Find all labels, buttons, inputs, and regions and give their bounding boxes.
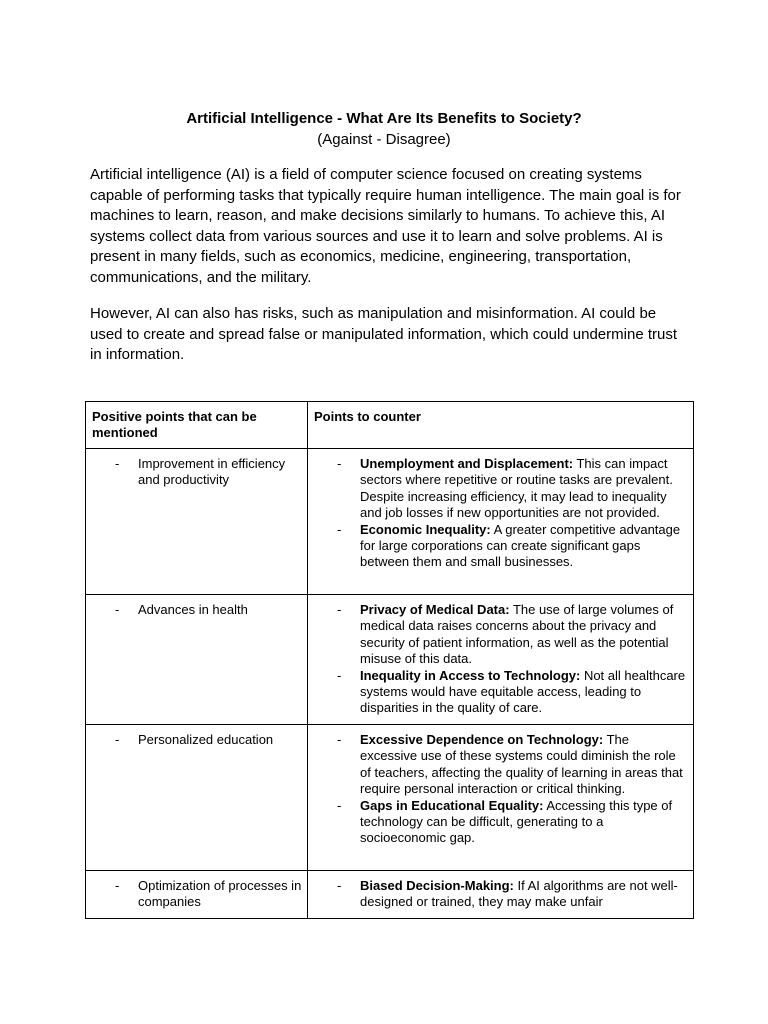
positive-point-text: Personalized education [138, 732, 274, 747]
positive-point-cell [86, 449, 308, 595]
table-row [86, 595, 694, 725]
dash-bullet: - [115, 456, 120, 471]
list-item [91, 456, 302, 489]
list-item [91, 602, 302, 618]
counter-text: Not all healthcare systems would have equitable access, leading to disparities in the quality of care. [360, 667, 686, 716]
dash-bullet: - [337, 456, 342, 471]
counter-points-cell [308, 449, 694, 595]
counter-term: Economic Inequality: [360, 521, 491, 537]
list-item [313, 602, 688, 668]
dash-bullet: - [337, 521, 342, 537]
list-item [313, 522, 688, 571]
dash-bullet: - [115, 878, 120, 893]
dash-bullet: - [337, 797, 342, 813]
counter-text: The use of large volumes of medical data raises concerns about the privacy and security of patient information, as well as the potential misuse of this data. [360, 602, 674, 667]
dash-bullet: - [337, 667, 342, 683]
header-points-to-counter: Points to counter [308, 402, 694, 449]
list-item [91, 732, 302, 748]
counter-term: Inequality in Access to Technology: [360, 667, 581, 683]
comparison-table [85, 401, 694, 919]
counter-text: The excessive use of these systems could diminish the role of teachers, affecting the quality of learning in areas that require personal interaction or critical thinking. [360, 732, 683, 797]
positive-point-text: Improvement in efficiency and productivity [138, 456, 286, 488]
list-item [313, 456, 688, 522]
dash-bullet: - [337, 732, 342, 747]
header-positive-points: Positive points that can be mentioned [86, 402, 308, 449]
positive-point-cell [86, 595, 308, 725]
list-item [313, 668, 688, 717]
dash-bullet: - [115, 602, 120, 617]
counter-points-cell [308, 595, 694, 725]
counter-text: Accessing this type of technology can be difficult, generating to a socioeconomic gap. [360, 797, 673, 846]
counter-text: This can impact sectors where repetitive or routine tasks are prevalent. Despite increasing efficiency, it may lead to inequality and job losses if new opportunities are not provided. [360, 456, 673, 521]
counter-term: Gaps in Educational Equality: [360, 797, 544, 813]
positive-point-cell [86, 871, 308, 919]
list-item [91, 878, 302, 911]
list-item [313, 732, 688, 798]
counter-text: A greater competitive advantage for large corporations can create significant gaps between them and small businesses. [360, 521, 681, 570]
dash-bullet: - [337, 878, 342, 893]
positive-point-cell [86, 725, 308, 871]
table-row [86, 449, 694, 595]
counter-term: Biased Decision-Making: [360, 878, 514, 893]
table-row [86, 871, 694, 919]
list-item [313, 798, 688, 847]
dash-bullet: - [337, 602, 342, 617]
document-title: Artificial Intelligence - What Are Its Benefits to Society? [186, 110, 582, 127]
counter-points-cell [308, 871, 694, 919]
counter-term: Privacy of Medical Data: [360, 602, 510, 617]
counter-points-cell [308, 725, 694, 871]
counter-text: If AI algorithms are not well-designed or trained, they may make unfair [360, 878, 678, 910]
table-row [86, 725, 694, 871]
document-subtitle: (Against - Disagree) [317, 131, 451, 148]
table-header-row [86, 402, 694, 449]
counter-term: Excessive Dependence on Technology: [360, 732, 604, 747]
counter-term: Unemployment and Displacement: [360, 456, 574, 471]
dash-bullet: - [115, 732, 120, 747]
positive-point-text: Optimization of processes in companies [138, 878, 302, 910]
intro-paragraph: Artificial intelligence (AI) is a field of computer science focused on creating systems capable of performing tasks that typically require human intelligence. The main goal is for machines to learn, reason, and make decisions similarly to humans. To achieve this, AI systems collect data from various sources and use it to learn and solve problems. AI is present in many fields, such as economics, medicine, engineering, transportation, communications, and the military. [90, 166, 681, 286]
positive-point-text: Advances in health [138, 602, 248, 617]
risks-paragraph: However, AI can also has risks, such as manipulation and misinformation. AI could be used to create and spread false or manipulated information, which could undermine trust in information. [90, 305, 677, 364]
list-item [313, 878, 688, 911]
